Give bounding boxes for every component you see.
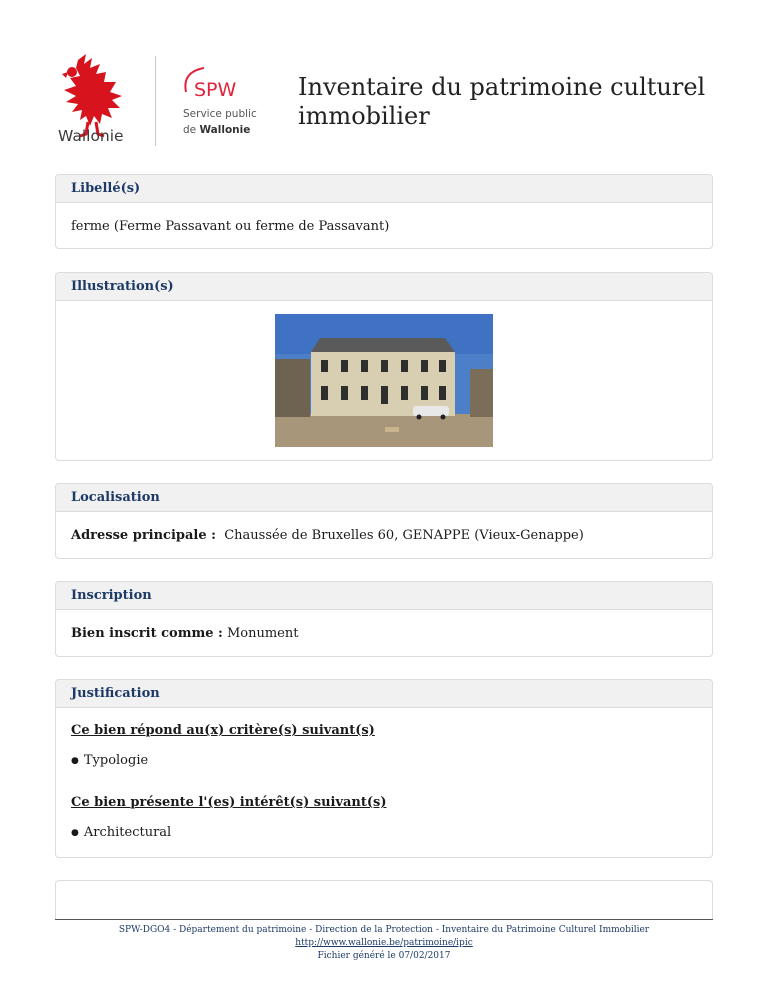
footer-link[interactable]: http://www.wallonie.be/patrimoine/ipic: [295, 938, 473, 948]
document-header: [0, 0, 768, 165]
address-label: Adresse principale :: [71, 528, 216, 543]
spw-logo-text: SPW: [194, 79, 237, 101]
footer-divider: [55, 919, 713, 920]
spw-subtitle-line1: Service public: [183, 108, 257, 120]
inscription-panel: [55, 581, 713, 657]
footer-generated-date: Fichier généré le 07/02/2017: [317, 951, 451, 961]
localisation-heading: Localisation: [56, 484, 712, 512]
inscription-line: [56, 610, 712, 641]
criteria-item: ● Typologie: [71, 753, 149, 768]
wallonie-label: Wallonie: [58, 127, 124, 145]
libelle-value: ferme (Ferme Passavant ou ferme de Passavant): [71, 219, 390, 234]
localisation-panel: [55, 483, 713, 559]
inscription-label: Bien inscrit comme :: [71, 626, 223, 641]
footer-department: SPW-DGO4 - Département du patrimoine - Direction de la Protection - Inventaire du Patrimoine Culturel Immobilier: [118, 925, 650, 935]
spw-subtitle-line2: de Wallonie: [183, 124, 251, 136]
justification-heading: Justification: [56, 680, 712, 708]
justification-panel: [55, 679, 713, 858]
address-line: [56, 512, 712, 543]
libelle-heading: Libellé(s): [56, 175, 712, 203]
address-value: Chaussée de Bruxelles 60, GENAPPE (Vieux-Genappe): [224, 528, 584, 543]
illustration-heading: Illustration(s): [56, 273, 712, 301]
farmhouse-photo[interactable]: [275, 314, 493, 447]
libelle-panel: [55, 174, 713, 249]
inscription-heading: Inscription: [56, 582, 712, 610]
footer: [0, 924, 768, 963]
document-title: Inventaire du patrimoine culturel immobilier: [298, 73, 706, 130]
logo-divider: [155, 56, 156, 146]
illustration-panel: [55, 272, 713, 461]
inscription-value: Monument: [226, 626, 299, 641]
interest-heading: Ce bien présente l'(es) intérêt(s) suivant(s): [71, 795, 387, 810]
continuation-panel: [55, 880, 713, 920]
interest-item: ● Architectural: [71, 825, 172, 840]
criteria-heading: Ce bien répond au(x) critère(s) suivant(s): [71, 723, 375, 738]
spw-logo: [178, 62, 258, 102]
